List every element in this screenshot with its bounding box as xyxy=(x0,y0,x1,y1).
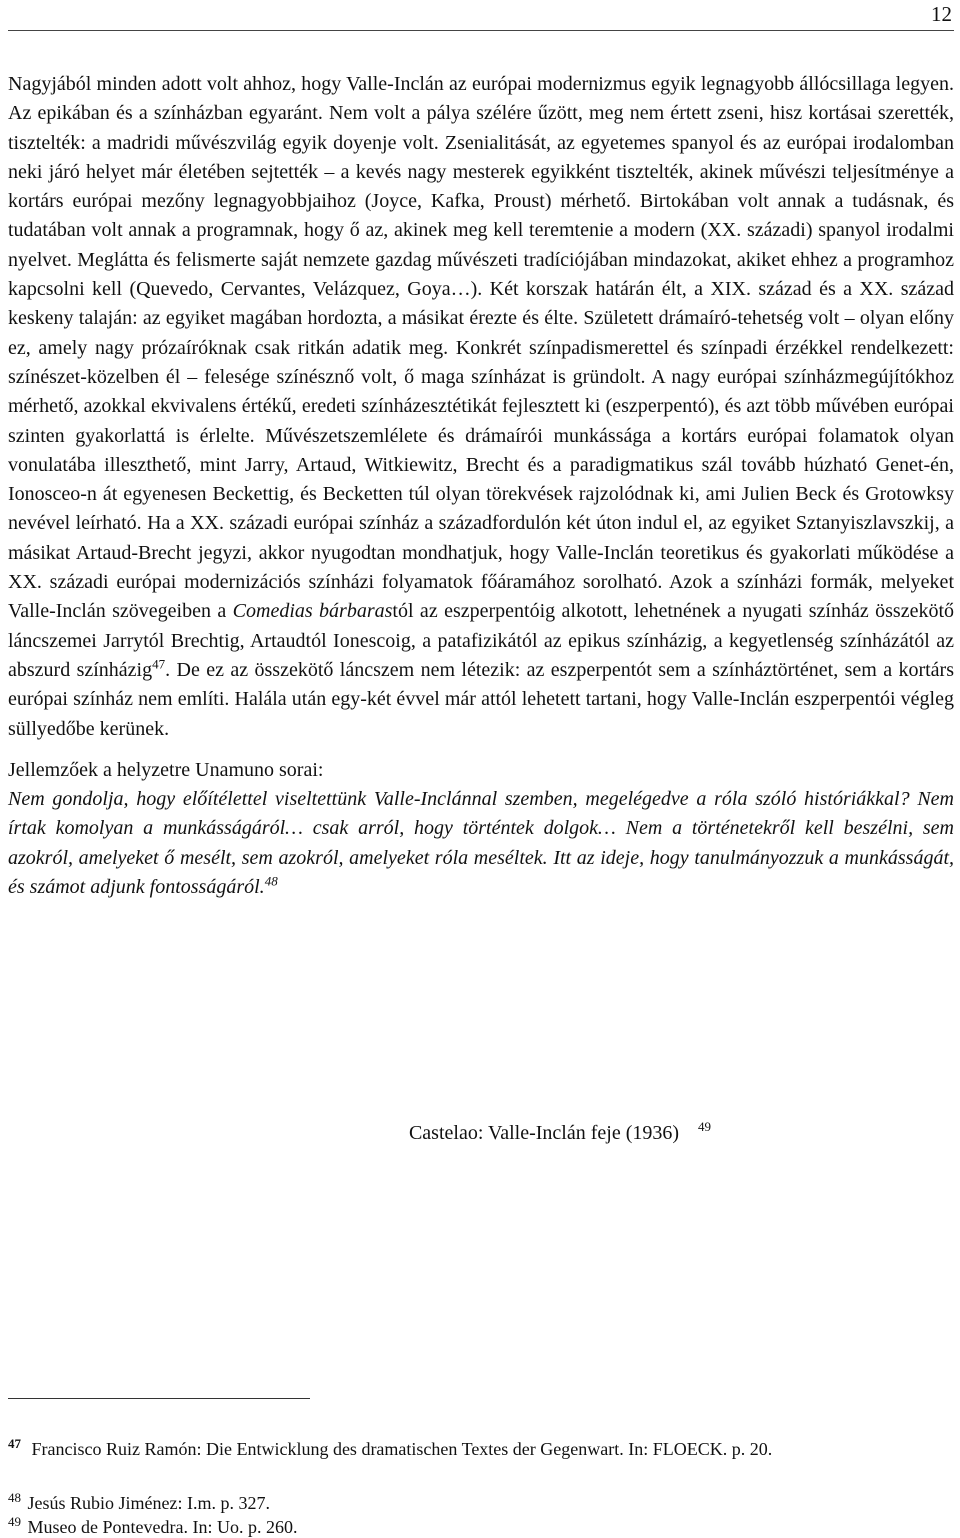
footnote-49 xyxy=(8,1514,297,1538)
paragraph-text-cont: tól az eszperpentóig alkotott, lehetnének a nyugati színház összekötő láncszemei Jarrytól Brechtig, Artaudtól Ionescoig, a patafizikától az epikus színházig, a kegyetlenség színházától az abszurd színházig xyxy=(8,600,955,681)
paragraph-text: Nagyjából minden adott volt ahhoz, hogy Valle-Inclán az európai modernizmus egyik legnagyobb állócsillaga legyen. Az epikában és a színházban egyaránt. Nem volt a pálya szélére űzött, meg nem értett zseni, hisz kortásai szerették, tisztelték: a madridi művészvilág egyik doyenje volt. Zsenialitását, az egyetemes spanyol és az európai irodalomban neki járó helyet már életében sejtették – a kevés nagy mesterek egyikként tisztelték, akinek művészi teljesítménye a kortárs európai mezőny legnagyobbjaihoz (Joyce, Kafka, Proust) mérhető. Birtokában volt annak a tudásnak, és tudatában volt annak a programnak, hogy ő az, akinek meg kell teremtenie a modern (XX. századi) spanyol irodalmi nyelvet. Meglátta és felismerte saját nemzete gazdag művészeti tradíciójában mindazokat, akiket ehhez a programhoz kapcsolni kell (Quevedo, Cervantes, Velázquez, Goya…). Két korszak határán élt, a XIX. század és a XX. század keskeny talaján: az egyiket magában hordozta, a másikat érezte és élte. Született drámaíró-tehetség volt – olyan előny ez, amely nagy prózaíróknak csak ritkán adatik meg. Konkrét színpadismerettel és színpadi érzékkel rendelkezett: színészet-közelben él – felesége színésznő volt, ő maga színházat is gründolt. A nagy európai színházmegújítókhoz mérhető, azokkal ekvivalens értékű, eredeti színházesztétikát fejlesztett ki (eszperpentó), és azt több művében európai szinten gyakorlattá is érlelte. Művészetszemlélete és drámaírói munkássága a kortárs európai folamatok olyan vonulatába illeszthető, mint Jarry, Artaud, Witkiewitz, Brecht és a paradigmatikus szál tovább húzható Genet-én, Ionosceo-n át egyenesen Beckettig, és Becketten túl olyan törekvések rajzolódnak ki, ami Julien Beck és Grotowksy nevével leírható. Ha a XX. századi európai színház a századfordulón két úton indul el, az egyiket Sztanyiszlavszkij, a másikat Artaud-Brecht jegyzi, akkor nyugodtan mondhatjuk, hogy Valle-Inclán teoretikus és gyakorlati működése a XX. századi európai modernizációs színházi folyamatok főáramához sorolható. Azok a színházi formák, melyeket Valle-Inclán szövegeiben a xyxy=(8,73,954,623)
caption-text: Castelao: Valle-Inclán feje (1936) xyxy=(408,1122,680,1144)
footnote-48 xyxy=(8,1490,270,1514)
paragraph-text-end: . De ez az összekötő láncszem nem létezik: az eszperpentót sem a színháztörténet, sem a kortárs európai színház nem említi. Halála után egy-két évvel már attól lehetett tartani, hogy Valle-Inclán eszperpentói végleg süllyedőbe kerünek. xyxy=(8,658,954,740)
quote-text: Nem gondolja, hogy előítélettel viseltettünk Valle-Inclánnal szemben, megelégedve a róla szóló históriákkal? Nem írtak komolyan a munkásságáról… csak arról, hogy történtek dolgok… Nem a történetekről kell beszélni, sem azokról, amelyeket ő mesélt, sem azokról, amelyeket róla meséltek. Itt az ideje, hogy tanulmányozzuk a munkásságát, és számot adjunk fontosságáról. xyxy=(8,788,954,899)
footnote-ref-47[interactable]: 47 xyxy=(152,656,166,672)
main-paragraph xyxy=(8,70,954,744)
footnote-number: 48 xyxy=(8,1490,21,1505)
quote-intro: Jellemzőek a helyzetre Unamuno sorai: xyxy=(8,758,324,781)
footnote-separator xyxy=(8,1398,310,1399)
footnote-ref-48[interactable]: 48 xyxy=(264,873,278,889)
footnote-47 xyxy=(8,1436,772,1460)
footnote-ref-49[interactable]: 49 xyxy=(698,1119,712,1135)
header-rule xyxy=(8,30,954,31)
footnote-number: 49 xyxy=(8,1514,21,1529)
body-text xyxy=(8,70,954,902)
footnote-text: Jesús Rubio Jiménez: I.m. p. 327. xyxy=(27,1493,270,1513)
footnote-text: Museo de Pontevedra. In: Uo. p. 260. xyxy=(27,1517,298,1537)
work-title-comedias: Comedias bárbaras xyxy=(232,600,393,623)
footnote-number: 47 xyxy=(8,1436,21,1451)
figure-caption xyxy=(0,1119,960,1145)
page-number: 12 xyxy=(931,2,952,26)
unamuno-quote xyxy=(8,785,954,902)
footnote-text: Francisco Ruiz Ramón: Die Entwicklung des dramatischen Textes der Gegenwart. In: FLOECK. p. 20. xyxy=(31,1439,773,1459)
